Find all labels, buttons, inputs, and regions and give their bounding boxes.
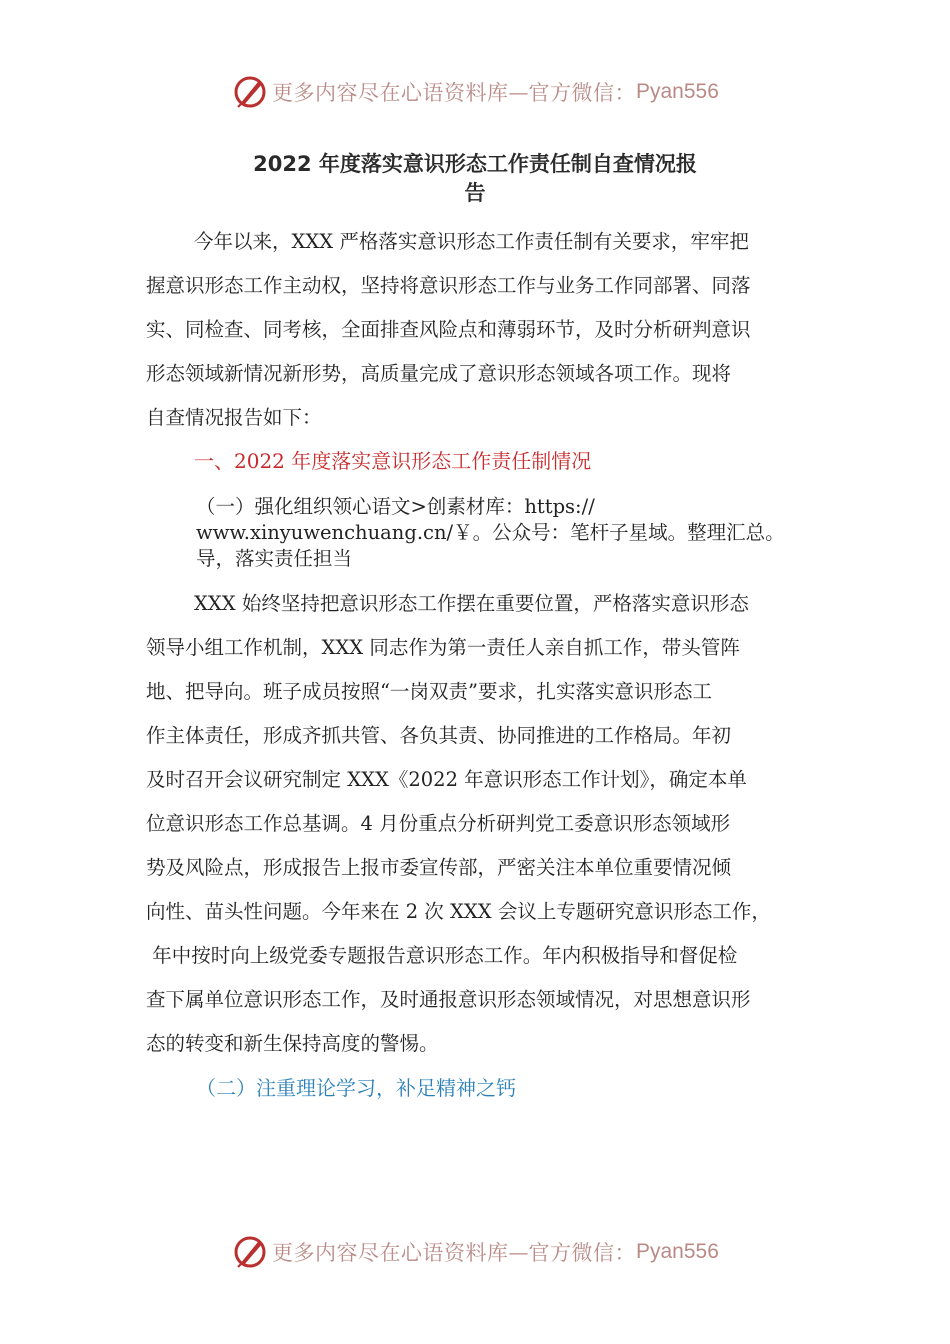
banner-wechat-id: Pyan556 [636, 80, 719, 103]
header-watermark-banner [232, 72, 752, 112]
subsection-1-line: 导，落实责任担当 [196, 547, 353, 570]
subsection-1-line: （一）强化组织领心语文>创素材库：https:// [196, 495, 595, 518]
intro-paragraph [146, 220, 816, 440]
intro-line: 实、同检查、同考核，全面排查风险点和薄弱环节，及时分析研判意识 [146, 318, 751, 341]
body-line: 位意识形态工作总基调。4 月份重点分析研判党工委意识形态领域形 [146, 812, 731, 835]
body-line: 态的转变和新生保持高度的警惕。 [146, 1032, 439, 1055]
body-line: 地、把导向。班子成员按照“一岗双责”要求，扎实落实意识形态工 [146, 680, 712, 703]
body-line: 年中按时向上级党委专题报告意识形态工作。年内积极指导和督促检 [146, 944, 738, 967]
body-line: 势及风险点，形成报告上报市委宣传部，严密关注本单位重要情况倾 [146, 856, 732, 879]
section-1-heading: 一、2022 年度落实意识形态工作责任制情况 [194, 449, 592, 473]
body-line: 及时召开会议研究制定 XXX《2022 年意识形态工作计划》，确定本单 [146, 768, 747, 791]
body-line: XXX 始终坚持把意识形态工作摆在重要位置，严格落实意识形态 [194, 592, 749, 615]
intro-line: 自查情况报告如下： [146, 406, 322, 429]
body-line: 查下属单位意识形态工作，及时通报意识形态领域情况，对思想意识形 [146, 988, 751, 1011]
subsection-2-heading: （二）注重理论学习，补足精神之钙 [196, 1076, 516, 1100]
subsection-1-heading [196, 494, 826, 572]
body-line: 领导小组工作机制，XXX 同志作为第一责任人亲自抓工作，带头管阵 [146, 636, 740, 659]
title-line-2: 告 [464, 181, 486, 205]
banner-text: 更多内容尽在心语资料库 [272, 1241, 509, 1265]
banner-text: 更多内容尽在心语资料库 [272, 81, 509, 105]
document-title [150, 150, 800, 208]
footer-watermark-banner [232, 1232, 752, 1272]
intro-line: 形态领域新情况新形势，高质量完成了意识形态领域各项工作。现将 [146, 362, 732, 385]
intro-line: 握意识形态工作主动权，坚持将意识形态工作与业务工作同部署、同落 [146, 274, 751, 297]
intro-line: 今年以来，XXX 严格落实意识形态工作责任制有关要求，牢牢把 [194, 230, 749, 253]
body-line: 作主体责任，形成齐抓共管、各负其责、协同推进的工作格局。年初 [146, 724, 732, 747]
banner-wechat-id: Pyan556 [636, 1240, 719, 1263]
quill-logo-icon [232, 74, 268, 110]
title-line-1: 2022 年度落实意识形态工作责任制自查情况报 [253, 152, 697, 176]
banner-wechat-label: 官方微信： [528, 81, 636, 105]
quill-logo-icon [232, 1234, 268, 1270]
body-line: 向性、苗头性问题。今年来在 2 次 XXX 会议上专题研究意识形态工作， [146, 900, 771, 923]
banner-dash: — [508, 1240, 529, 1264]
banner-dash: — [508, 80, 529, 104]
section-1-body-paragraph [146, 582, 816, 1066]
subsection-1-line: www.xinyuwenchuang.cn/￥。公众号：笔杆子星域。整理汇总。 [196, 521, 785, 544]
banner-wechat-label: 官方微信： [528, 1241, 636, 1265]
